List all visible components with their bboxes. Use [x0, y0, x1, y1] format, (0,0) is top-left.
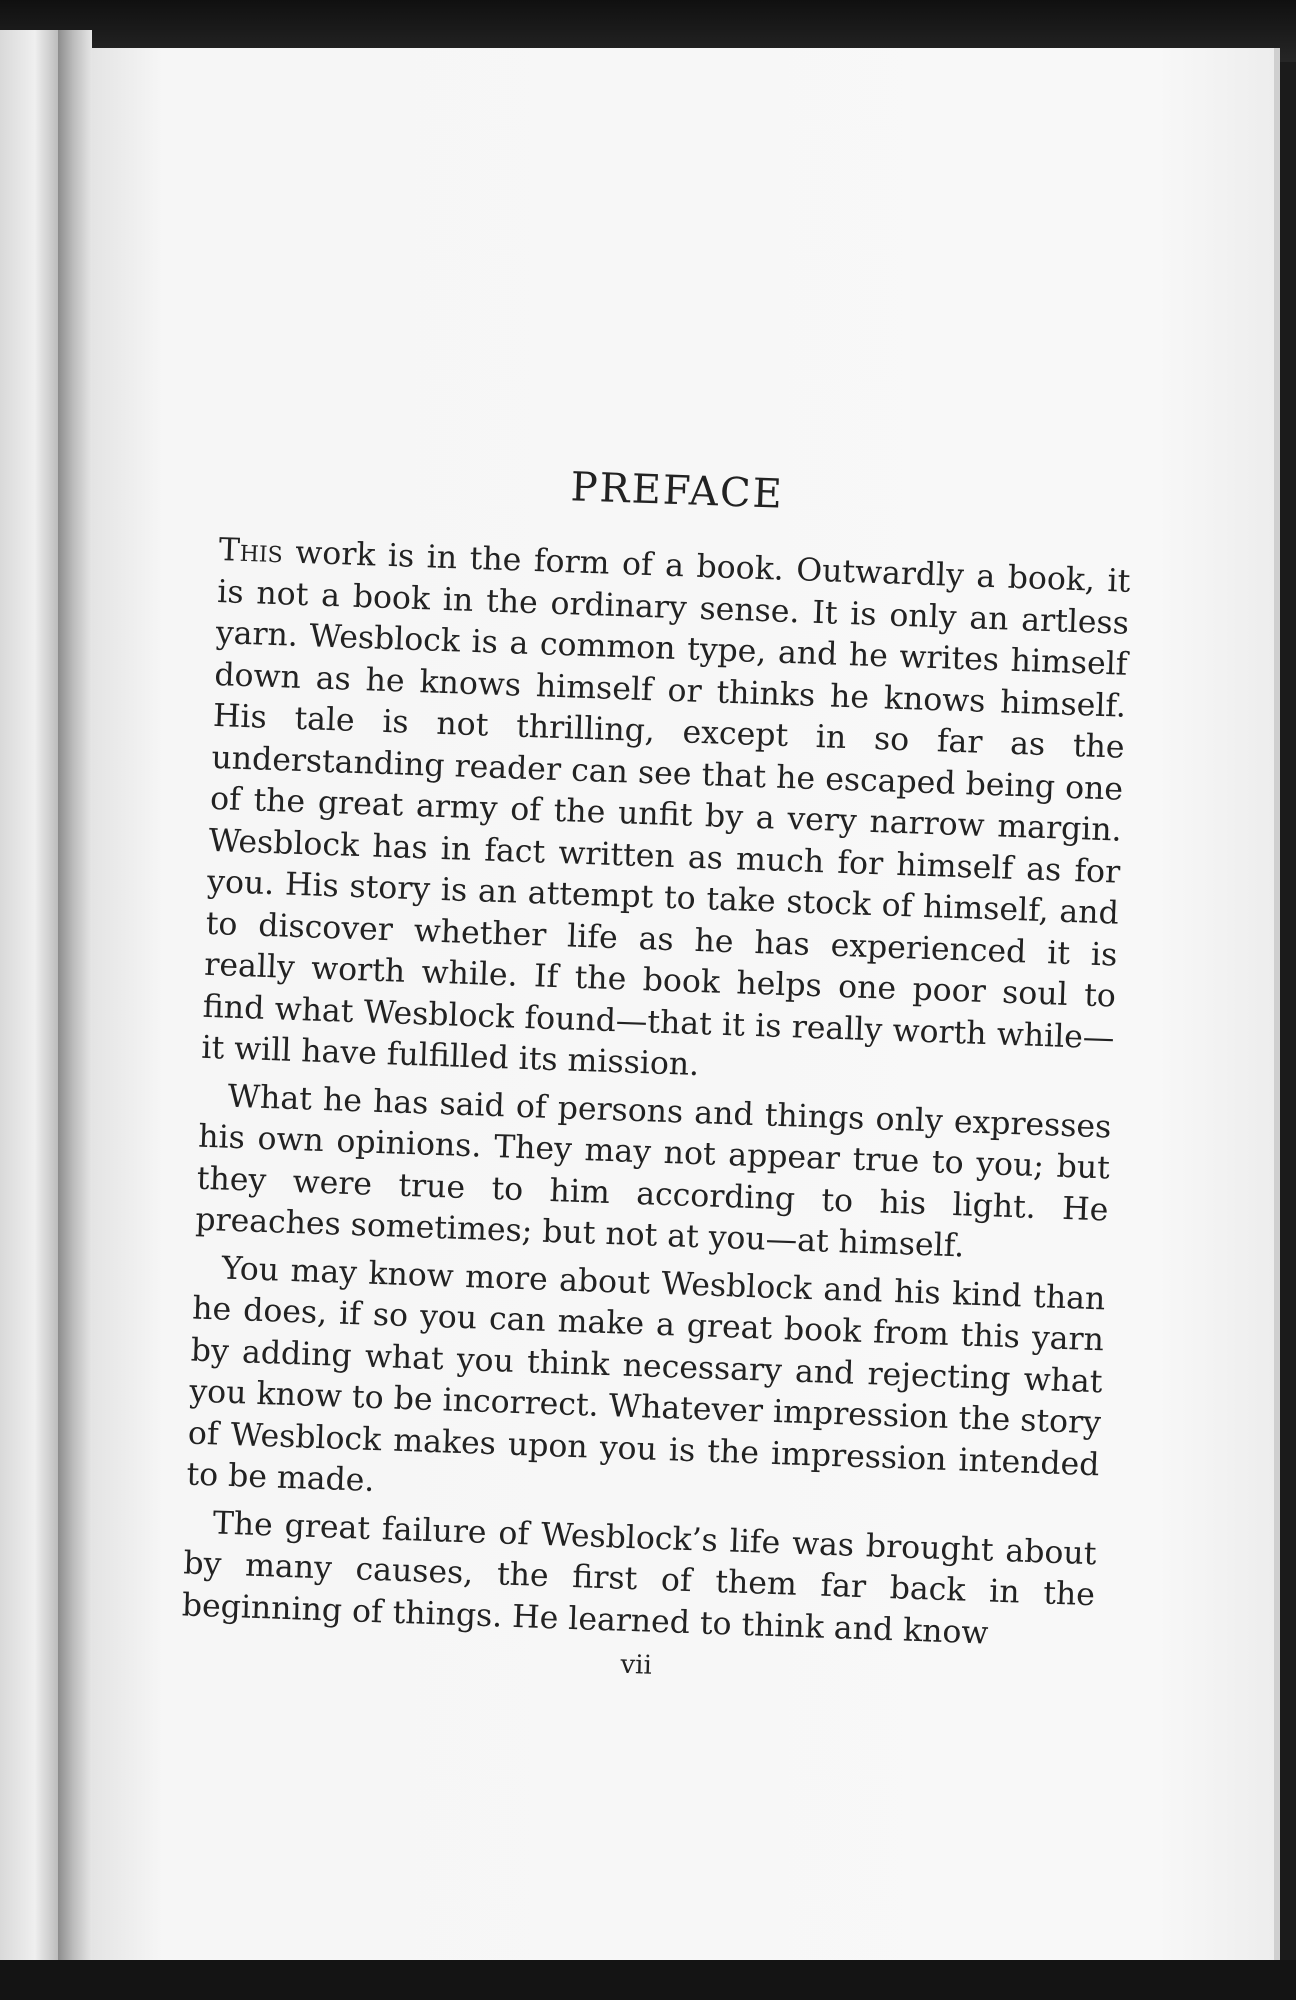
- scan-background-bottom: [0, 1960, 1296, 2000]
- page-number: vii: [620, 1649, 653, 1681]
- paragraph-4: The great failure of Wesblock’s life was brought about by many causes, the first of them far back in the beginning of things. He learned to think and know: [181, 1504, 1097, 1652]
- paragraph-1-body: work is in the form of a book. Outwardly a book, it is not a book in the ordinary sense. It is only an artless yarn. Wesblock is a common type, and he writes himself down as he knows himself or thinks he knows himself. His tale is not thrilling, except in so far as the understanding reader can see that he escaped being one of the great army of the unfit by a very narrow margin. Wesblock has in fact written as much for himself as for you. His story is an attempt to take stock of himself, and to discover whether life as he has experienced it is really worth while. If the book helps one poor soul to find what Wesblock found—that it is really worth while—it will have fulfilled its mission.: [200, 534, 1131, 1084]
- page-title: PREFACE: [569, 464, 785, 518]
- paragraph-3: You may know more about Wesblock and his kind than he does, if so you can make a great book from this yarn by adding what you think necessary and rejecting what you know to be incorrect. Whatever impression the story of Wesblock makes upon you is the impression intended to be made.: [185, 1250, 1106, 1500]
- paragraph-1-lead-word: This: [218, 532, 284, 571]
- previous-page-edge: [0, 30, 58, 1960]
- page-text-block: [175, 452, 1134, 1833]
- book-gutter-shadow: [58, 30, 92, 1960]
- paragraph-1: [201, 530, 1131, 1101]
- paragraph-2: What he has said of persons and things only expresses his own opinions. They may not appear true to you; but they were true to him according to his light. He preaches sometimes; but not at you—at himself.: [194, 1078, 1112, 1265]
- book-page: [92, 48, 1280, 1963]
